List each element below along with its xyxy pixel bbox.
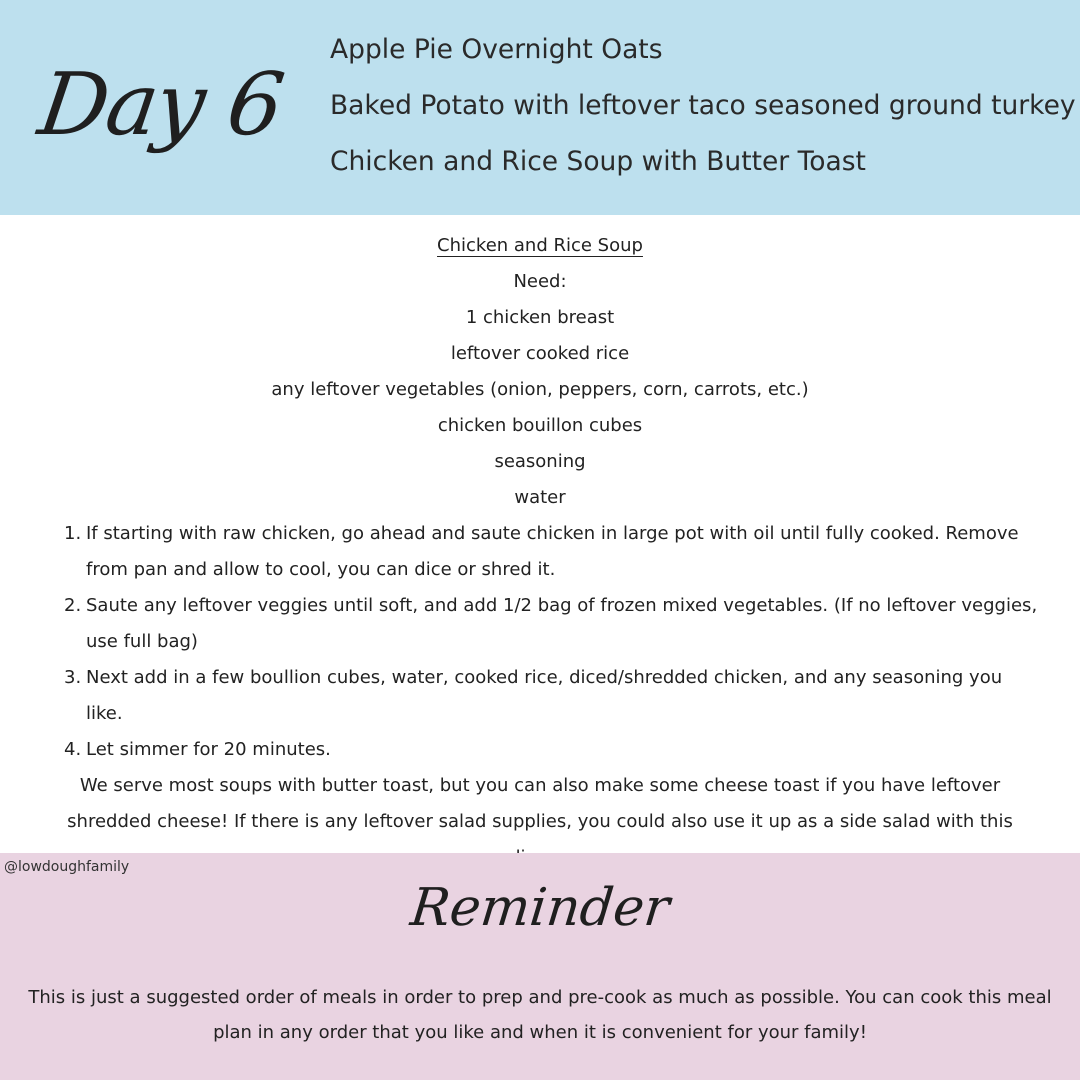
- meal-lunch: Baked Potato with leftover taco seasoned ground turkey: [330, 90, 1076, 121]
- reminder-text: This is just a suggested order of meals in order to prep and pre-cook as much as possible. You can cook this meal plan in any order that you like and when it is convenient for your family!: [28, 987, 1052, 1043]
- reminder-banner: [0, 853, 1080, 1080]
- step-item: Saute any leftover veggies until soft, and add 1/2 bag of frozen mixed vegetables. (If no leftover veggies, use full bag): [86, 595, 1038, 652]
- ingredient-item: chicken bouillon cubes: [437, 415, 643, 436]
- ingredient-item: water: [514, 487, 566, 508]
- reminder-title: Reminder: [407, 878, 673, 938]
- serving-note: We serve most soups with butter toast, but you can also make some cheese toast if you have leftover shredded cheese! If there is any leftover salad supplies, you could also use it up as a side salad with this: [67, 775, 1013, 832]
- ingredient-item: 1 chicken breast: [465, 307, 615, 328]
- social-handle: @lowdoughfamily: [4, 859, 130, 875]
- ingredient-item: seasoning: [494, 451, 586, 472]
- day-title: Day 6: [32, 55, 288, 155]
- step-item: If starting with raw chicken, go ahead and saute chicken in large pot with oil until fully cooked. Remove from pan and allow to cool, you can dice or shred it.: [86, 523, 1019, 580]
- steps-list: [0, 516, 1080, 768]
- header-banner: [0, 0, 1080, 215]
- recipe-section: [0, 228, 1080, 768]
- meal-breakfast: Apple Pie Overnight Oats: [330, 34, 663, 65]
- step-item: Next add in a few boullion cubes, water, cooked rice, diced/shredded chicken, and any seasoning you like.: [86, 667, 1003, 724]
- recipe-title-line: [0, 228, 1080, 264]
- ingredient-item: any leftover vegetables (onion, peppers, corn, carrots, etc.): [271, 379, 809, 400]
- meal-dinner: Chicken and Rice Soup with Butter Toast: [330, 146, 866, 177]
- step-item: Let simmer for 20 minutes.: [86, 739, 331, 760]
- ingredient-item: leftover cooked rice: [450, 343, 630, 364]
- meal-list: [330, 22, 1075, 190]
- need-label: Need:: [513, 271, 567, 292]
- recipe-title: Chicken and Rice Soup: [437, 235, 643, 256]
